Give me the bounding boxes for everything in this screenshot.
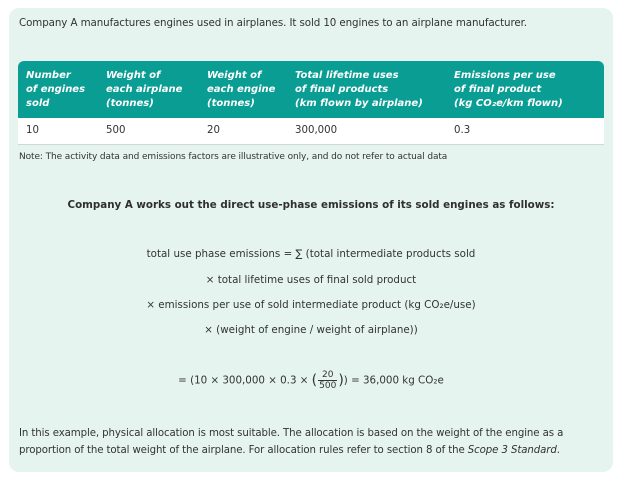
calc-prefix: = (10 × 300,000 × 0.3 × <box>178 374 312 387</box>
header-line: Weight of <box>106 70 161 81</box>
header-line: (tonnes) <box>207 98 255 109</box>
table-header <box>18 61 604 118</box>
header-line: of engines <box>26 84 86 95</box>
standard-reference: Scope 3 Standard <box>467 445 557 456</box>
closing-end: . <box>556 445 560 456</box>
weight-fraction <box>318 370 337 391</box>
closing-paragraph <box>19 425 599 459</box>
calculation-line <box>9 370 613 391</box>
table-row <box>18 118 604 145</box>
calc-suffix: ) = 36,000 kg CO₂e <box>343 374 444 387</box>
cell-emissions-per-use: 0.3 <box>454 125 471 136</box>
formula-line-1: total use phase emissions = ∑ (total intermediate products sold <box>146 248 476 260</box>
example-box <box>9 8 613 472</box>
close-paren: ) <box>338 372 344 389</box>
header-engines-sold <box>26 69 85 111</box>
header-airplane-weight <box>106 69 182 111</box>
data-table <box>18 61 604 145</box>
fraction-numerator: 20 <box>318 370 337 381</box>
header-line: Total lifetime uses <box>295 70 399 81</box>
header-line: sold <box>26 98 50 109</box>
header-line: (km flown by airplane) <box>295 98 423 109</box>
header-line: Number <box>26 70 71 81</box>
formula-line-2: × total lifetime uses of final sold product <box>205 274 417 286</box>
header-line: (tonnes) <box>106 98 154 109</box>
header-line: (kg CO₂e/km flown) <box>454 98 563 109</box>
fraction-denominator: 500 <box>319 381 337 391</box>
header-line: each airplane <box>106 84 183 95</box>
header-line: each engine <box>207 84 276 95</box>
header-line: of final product <box>454 84 542 95</box>
cell-airplane-weight: 500 <box>106 125 126 136</box>
cell-engines-sold: 10 <box>26 125 39 136</box>
header-emissions-per-use <box>454 69 563 111</box>
open-paren: ( <box>311 372 318 389</box>
cell-engine-weight: 20 <box>207 125 220 136</box>
header-line: Emissions per use <box>454 70 556 81</box>
header-lifetime-uses <box>295 69 423 111</box>
cell-lifetime-uses: 300,000 <box>295 125 338 136</box>
intro-text: Company A manufactures engines used in airplanes. It sold 10 engines to an airplane manufacturer. <box>19 17 527 29</box>
table-note: Note: The activity data and emissions factors are illustrative only, and do not refer to actual data <box>19 152 448 162</box>
header-engine-weight <box>207 69 275 111</box>
header-line: of final products <box>295 84 389 95</box>
formula-line-4: × (weight of engine / weight of airplane)) <box>204 324 418 336</box>
formula-line-3: × emissions per use of sold intermediate product (kg CO₂e/use) <box>146 299 476 311</box>
section-heading: Company A works out the direct use-phase emissions of its sold engines as follows: <box>67 199 555 211</box>
header-line: Weight of <box>207 70 262 81</box>
closing-text: In this example, physical allocation is most suitable. The allocation is based on the weight of the engine as a proportion of the total weight of the airplane. For allocation rules refer to section 8 of the <box>19 428 564 456</box>
